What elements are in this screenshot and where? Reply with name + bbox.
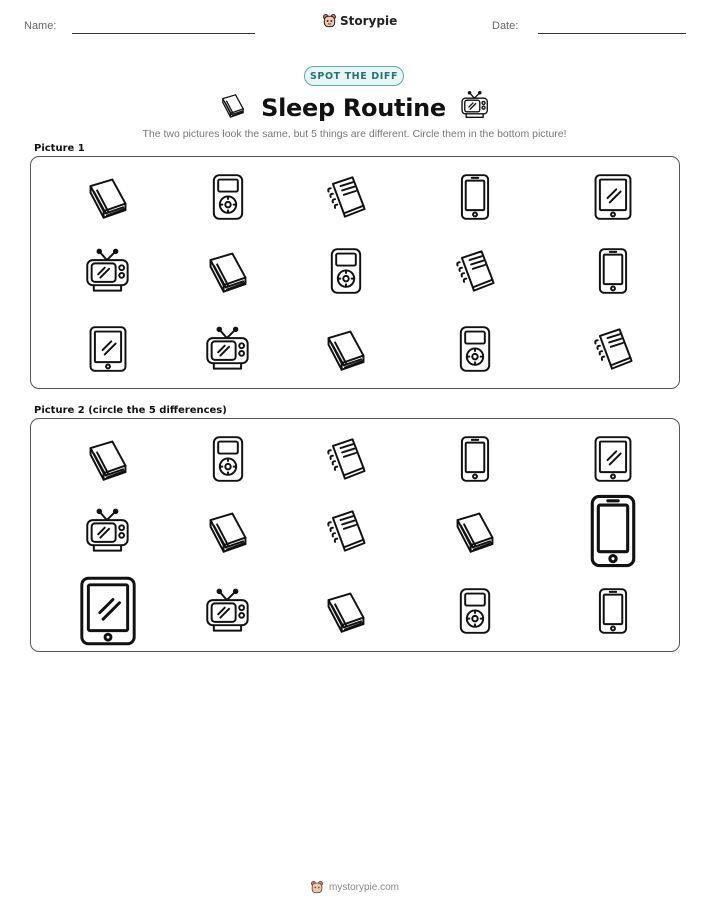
tv-icon [84, 247, 132, 295]
picture-1-item-r3c1[interactable] [84, 325, 132, 373]
picture-1-item-r1c1[interactable] [84, 173, 132, 221]
footer [0, 880, 709, 894]
tv-icon [84, 507, 132, 555]
picture-2-item-r3c4[interactable] [451, 587, 499, 635]
spot-the-diff-badge: SPOT THE DIFF [304, 66, 404, 86]
date-label: Date: [492, 20, 519, 32]
brand-name: Storypie [340, 13, 398, 28]
picture-2-item-r1c2[interactable] [204, 435, 252, 483]
book-icon [84, 435, 132, 483]
picture-2-item-r1c3[interactable] [322, 435, 370, 483]
picture-1-item-r1c3[interactable] [322, 173, 370, 221]
picture-1-item-r3c3[interactable] [322, 325, 370, 373]
book-icon [322, 587, 370, 635]
notebook-icon [322, 173, 370, 221]
picture-2-item-r1c5[interactable] [589, 435, 637, 483]
picture-1-item-r1c4[interactable] [451, 173, 499, 221]
tv-icon [204, 325, 252, 373]
title-book-icon [219, 91, 247, 124]
picture-2-item-r3c1[interactable] [72, 575, 144, 647]
mp3-player-icon [451, 587, 499, 635]
picture-1-label: Picture 1 [34, 143, 85, 154]
storypie-mascot-icon [322, 13, 337, 28]
picture-1-item-r2c4[interactable] [451, 247, 499, 295]
notebook-icon [451, 247, 499, 295]
picture-1-item-r3c5[interactable] [589, 325, 637, 373]
mp3-player-icon [451, 325, 499, 373]
book-icon [451, 507, 499, 555]
picture-1-item-r2c5[interactable] [589, 247, 637, 295]
picture-1-panel[interactable] [30, 156, 680, 389]
name-line[interactable] [72, 33, 255, 34]
picture-1-item-r2c3[interactable] [322, 247, 370, 295]
brand-logo [322, 13, 397, 28]
picture-2-panel[interactable] [30, 418, 680, 652]
picture-2-item-r2c5[interactable] [575, 493, 651, 569]
picture-2-item-r2c4[interactable] [451, 507, 499, 555]
book-icon [204, 507, 252, 555]
name-label: Name: [24, 20, 57, 32]
picture-2-item-r2c2[interactable] [204, 507, 252, 555]
notebook-icon [322, 507, 370, 555]
picture-2-item-r2c3[interactable] [322, 507, 370, 555]
tablet-icon [589, 173, 637, 221]
picture-1-item-r3c4[interactable] [451, 325, 499, 373]
picture-1-item-r1c5[interactable] [589, 173, 637, 221]
title-row [0, 90, 709, 125]
picture-1-item-r3c2[interactable] [204, 325, 252, 373]
phone-icon [589, 247, 637, 295]
title-tv-icon [460, 90, 490, 125]
book-icon [204, 247, 252, 295]
footer-url: mystorypie.com [328, 881, 399, 893]
phone-icon [589, 587, 637, 635]
phone-icon [451, 173, 499, 221]
date-line[interactable] [538, 33, 686, 34]
book-icon [322, 325, 370, 373]
picture-2-item-r1c1[interactable] [84, 435, 132, 483]
notebook-icon [322, 435, 370, 483]
book-icon [219, 91, 247, 119]
picture-2-item-r1c4[interactable] [451, 435, 499, 483]
phone-icon [575, 493, 651, 569]
tablet-icon [84, 325, 132, 373]
mp3-player-icon [322, 247, 370, 295]
picture-2-item-r3c5[interactable] [589, 587, 637, 635]
tablet-icon [589, 435, 637, 483]
notebook-icon [589, 325, 637, 373]
tv-icon [460, 90, 490, 120]
instructions: The two pictures look the same, but 5 things are different. Circle them in the bottom picture! [142, 128, 567, 140]
mp3-player-icon [204, 435, 252, 483]
picture-2-item-r3c3[interactable] [322, 587, 370, 635]
tv-icon [204, 587, 252, 635]
tablet-icon [72, 575, 144, 647]
storypie-mascot-icon [310, 880, 324, 894]
picture-2-item-r3c2[interactable] [204, 587, 252, 635]
phone-icon [451, 435, 499, 483]
picture-1-item-r2c2[interactable] [204, 247, 252, 295]
book-icon [84, 173, 132, 221]
picture-1-item-r1c2[interactable] [204, 173, 252, 221]
page-title: Sleep Routine [261, 93, 446, 122]
picture-2-label: Picture 2 (circle the 5 differences) [34, 405, 227, 416]
mp3-player-icon [204, 173, 252, 221]
picture-2-item-r2c1[interactable] [84, 507, 132, 555]
picture-1-item-r2c1[interactable] [84, 247, 132, 295]
